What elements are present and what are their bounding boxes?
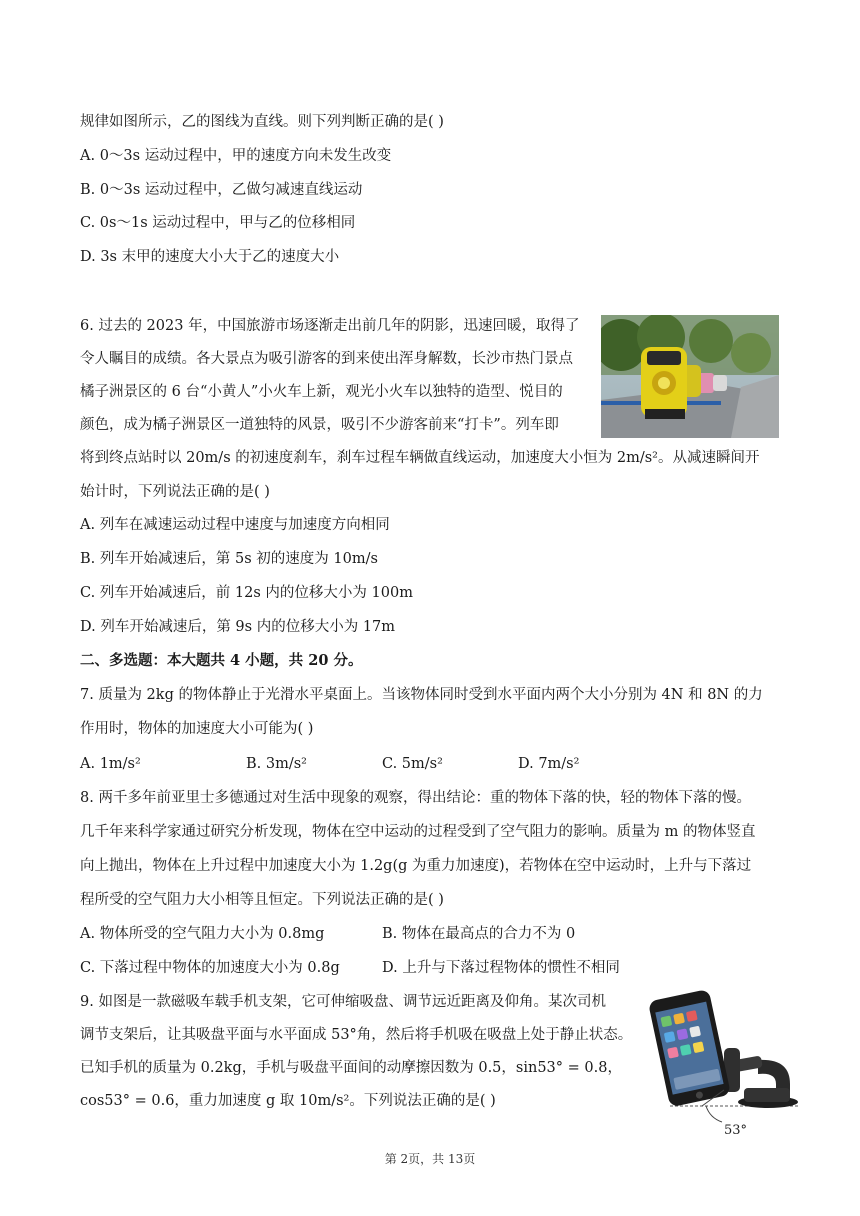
angle-label: 53° xyxy=(724,1123,748,1138)
q5-option-c: C. 0s～1s 运动过程中，甲与乙的位移相同 xyxy=(80,215,356,231)
train-photo xyxy=(601,315,779,438)
q6-option-c: C. 列车开始减速后，前 12s 内的位移大小为 100m xyxy=(80,585,413,601)
q8-line-4: 程所受的空气阻力大小相等且恒定。下列说法正确的是( ) xyxy=(80,892,444,908)
q6-line-1: 6. 过去的 2023 年，中国旅游市场逐渐走出前几年的阴影，迅速回暖，取得了 xyxy=(80,318,580,334)
section-heading-multiple-choice: 二、多选题：本大题共 4 小题，共 20 分。 xyxy=(80,652,363,669)
phone-holder-figure xyxy=(640,988,800,1140)
q7-option-c: C. 5m/s² xyxy=(382,756,443,772)
q8-option-c: C. 下落过程中物体的加速度大小为 0.8g xyxy=(80,960,340,976)
q7-option-b: B. 3m/s² xyxy=(246,756,307,772)
q7-line-1: 7. 质量为 2kg 的物体静止于光滑水平桌面上。当该物体同时受到水平面内两个大小分别为 4N 和 8N 的力 xyxy=(80,687,763,703)
q6-line-3: 橘子洲景区的 6 台“小黄人”小火车上新，观光小火车以独特的造型、悦目的 xyxy=(80,384,563,400)
q9-line-1: 9. 如图是一款磁吸车载手机支架，它可伸缩吸盘、调节远近距离及仰角。某次司机 xyxy=(80,994,606,1010)
q8-line-2: 几千年来科学家通过研究分析发现，物体在空中运动的过程受到了空气阻力的影响。质量为 m 的物体竖直 xyxy=(80,824,756,840)
q7-line-2: 作用时，物体的加速度大小可能为( ) xyxy=(80,721,314,737)
q5-option-b: B. 0～3s 运动过程中，乙做匀减速直线运动 xyxy=(80,182,363,198)
q6-line-2: 令人瞩目的成绩。各大景点为吸引游客的到来使出浑身解数，长沙市热门景点 xyxy=(80,351,573,367)
q6-option-d: D. 列车开始减速后，第 9s 内的位移大小为 17m xyxy=(80,619,396,635)
q5-option-a: A. 0～3s 运动过程中，甲的速度方向未发生改变 xyxy=(80,148,392,164)
q5-option-d: D. 3s 末甲的速度大小大于乙的速度大小 xyxy=(80,249,340,265)
q9-line-2: 调节支架后，让其吸盘平面与水平面成 53°角，然后将手机吸在吸盘上处于静止状态。 xyxy=(80,1027,633,1043)
q6-option-a: A. 列车在减速运动过程中速度与加速度方向相同 xyxy=(80,517,390,533)
q6-line-5: 将到终点站时以 20m/s 的初速度刹车，刹车过程车辆做直线运动，加速度大小恒为 2m/s²。从减速瞬间开 xyxy=(80,450,760,466)
q5-stem-end: 规律如图所示，乙的图线为直线。则下列判断正确的是( ) xyxy=(80,114,444,130)
q6-line-4: 颜色，成为橘子洲景区一道独特的风景，吸引不少游客前来“打卡”。列车即 xyxy=(80,417,559,433)
q8-option-d: D. 上升与下落过程物体的惯性不相同 xyxy=(382,960,620,976)
q8-option-a: A. 物体所受的空气阻力大小为 0.8mg xyxy=(80,926,325,942)
q9-line-3: 已知手机的质量为 0.2kg，手机与吸盘平面间的动摩擦因数为 0.5，sin53° = 0.8， xyxy=(80,1060,622,1076)
q8-option-b: B. 物体在最高点的合力不为 0 xyxy=(382,926,576,942)
q9-line-4: cos53° = 0.6，重力加速度 g 取 10m/s²。下列说法正确的是( ) xyxy=(80,1093,496,1109)
q7-option-a: A. 1m/s² xyxy=(80,756,141,772)
q7-option-d: D. 7m/s² xyxy=(518,756,580,772)
q8-line-1: 8. 两千多年前亚里士多德通过对生活中现象的观察，得出结论：重的物体下落的快，轻的物体下落的慢。 xyxy=(80,790,751,806)
q6-line-6: 始计时，下列说法正确的是( ) xyxy=(80,484,270,500)
page-footer: 第 2页，共 13页 xyxy=(384,1152,476,1166)
q8-line-3: 向上抛出，物体在上升过程中加速度大小为 1.2g(g 为重力加速度)，若物体在空中运动时，上升与下落过 xyxy=(80,858,752,874)
q6-option-b: B. 列车开始减速后，第 5s 初的速度为 10m/s xyxy=(80,551,378,567)
